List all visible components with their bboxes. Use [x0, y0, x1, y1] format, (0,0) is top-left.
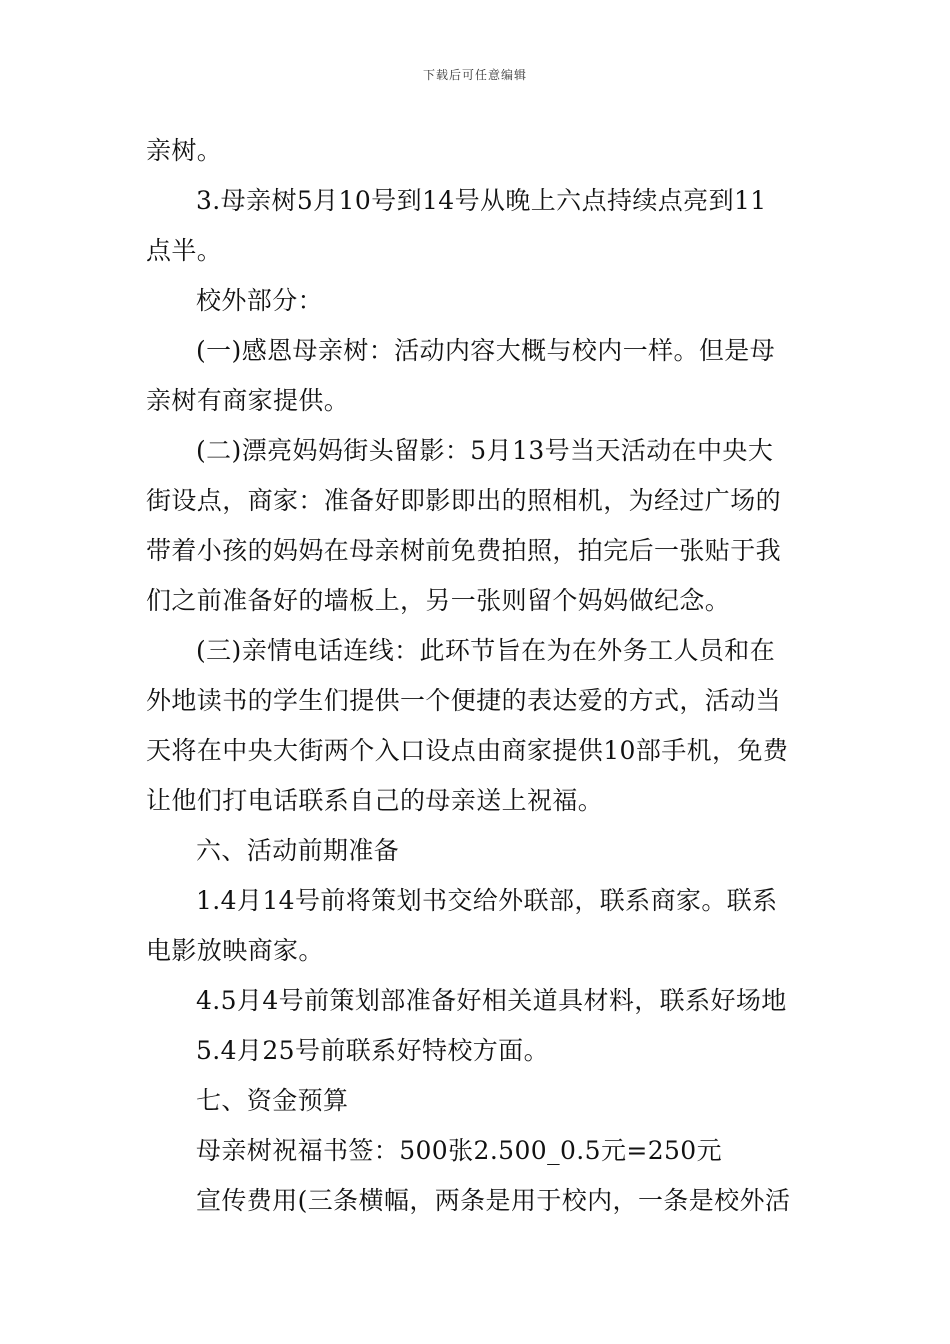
document-body	[146, 126, 810, 1226]
text-line: 点半。	[146, 236, 223, 265]
section-heading: 六、活动前期准备	[196, 836, 400, 865]
text-line: 3.母亲树5月10号到14号从晚上六点持续点亮到11	[196, 186, 767, 215]
page-header: 下载后可任意编辑	[422, 68, 527, 82]
text-line: 们之前准备好的墙板上，另一张则留个妈妈做纪念。	[146, 586, 731, 615]
text-line: 电影放映商家。	[146, 936, 324, 965]
text-line: 带着小孩的妈妈在母亲树前免费拍照，拍完后一张贴于我	[146, 536, 782, 565]
text-line: 街设点，商家：准备好即影即出的照相机，为经过广场的	[146, 486, 782, 515]
text-line: 5.4月25号前联系好特校方面。	[196, 1036, 549, 1065]
text-line: 天将在中央大街两个入口设点由商家提供10部手机，免费	[146, 736, 789, 765]
text-line: 外地读书的学生们提供一个便捷的表达爱的方式，活动当	[146, 686, 782, 715]
text-line: 宣传费用(三条横幅，两条是用于校内，一条是校外活	[196, 1186, 791, 1215]
text-line: 让他们打电话联系自己的母亲送上祝福。	[146, 786, 604, 815]
text-line: 4.5月4号前策划部准备好相关道具材料，联系好场地	[196, 986, 787, 1015]
text-line: 亲树有商家提供。	[146, 386, 350, 415]
text-line: (一)感恩母亲树：活动内容大概与校内一样。但是母	[196, 336, 776, 365]
text-line: (三)亲情电话连线：此环节旨在为在外务工人员和在	[196, 636, 776, 665]
text-line: 1.4月14号前将策划书交给外联部，联系商家。联系	[196, 886, 778, 915]
text-line: 母亲树祝福书签：500张2.500_0.5元=250元	[196, 1136, 723, 1165]
section-heading: 七、资金预算	[196, 1086, 349, 1115]
text-line: 亲树。	[146, 136, 223, 165]
text-line: (二)漂亮妈妈街头留影：5月13号当天活动在中央大	[196, 436, 774, 465]
section-heading: 校外部分：	[196, 286, 324, 315]
